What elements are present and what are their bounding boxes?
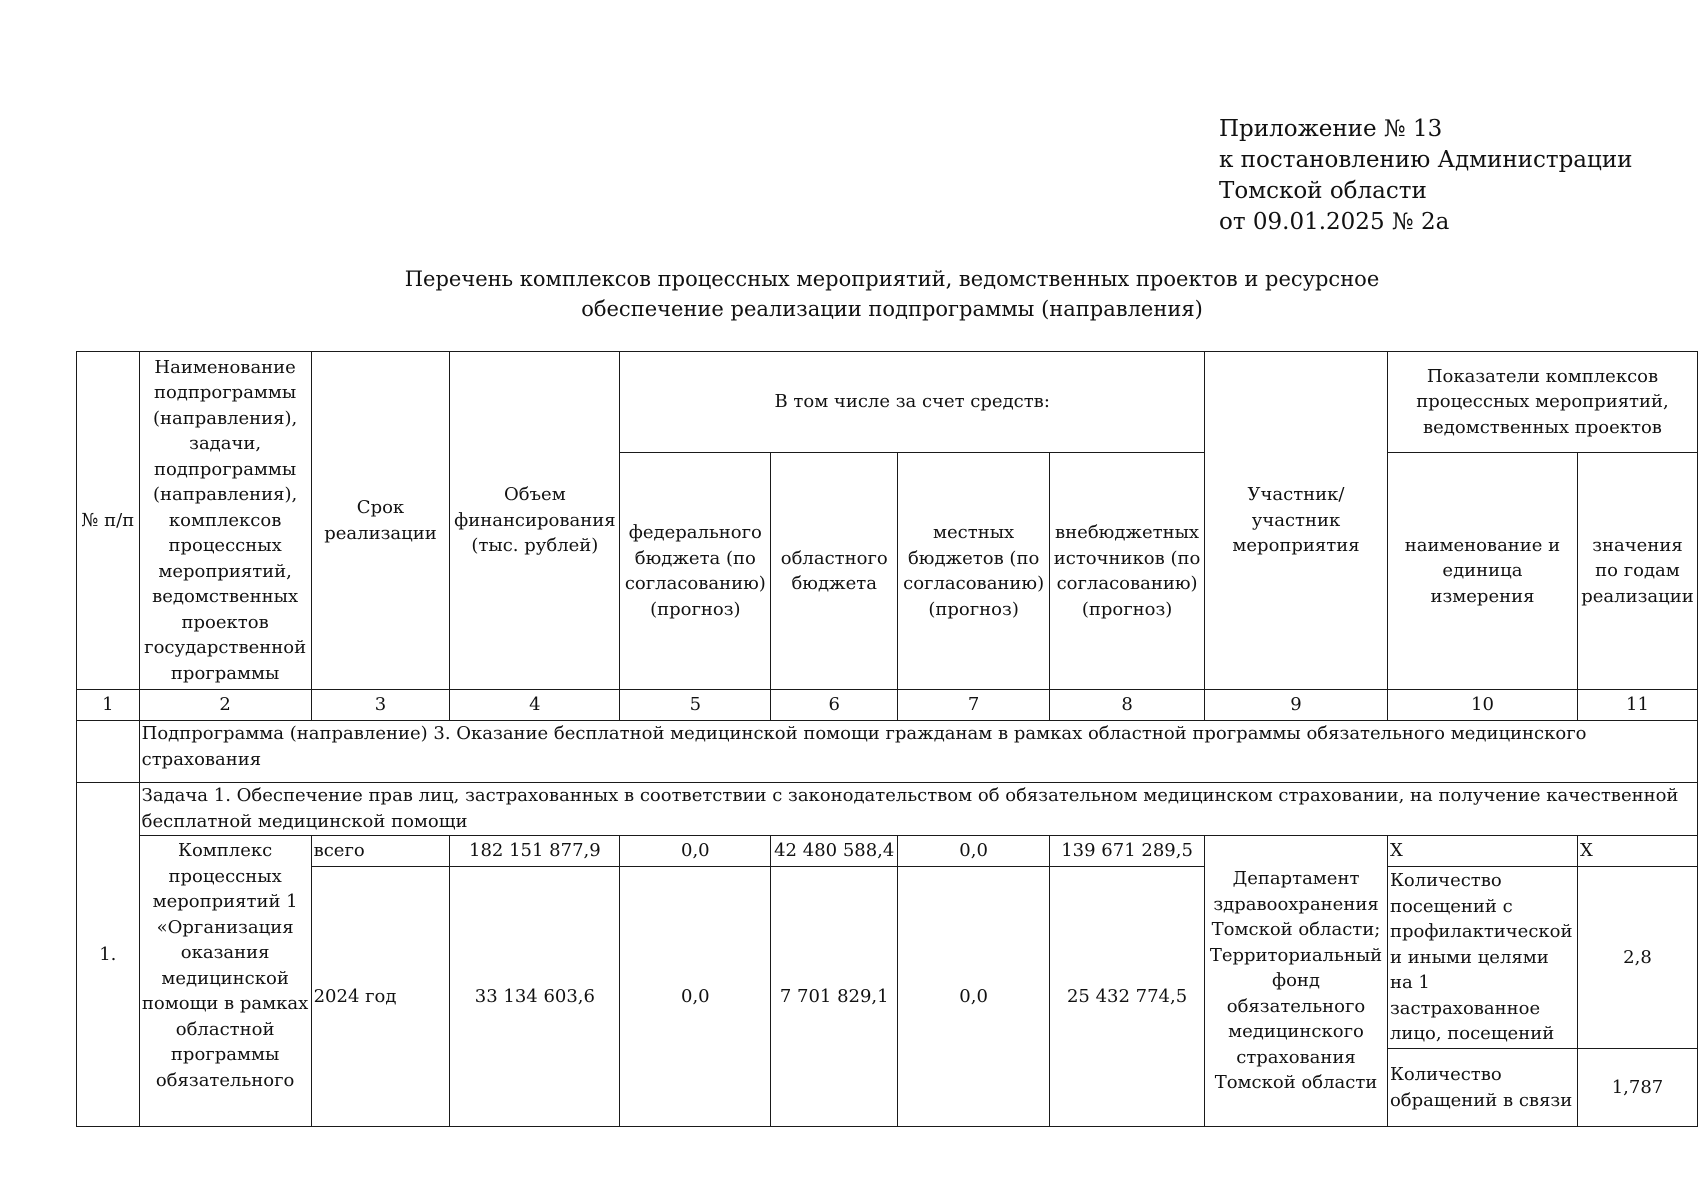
subprogram-num-cell bbox=[77, 721, 140, 783]
task-row bbox=[77, 783, 1698, 836]
subprogram-title: Подпрограмма (направление) 3. Оказание бесплатной медицинской помощи гражданам в рамках областной программы обязательного медицинского страхования bbox=[139, 721, 1697, 783]
indicator-value-total: Х bbox=[1577, 836, 1697, 867]
col-number: 5 bbox=[620, 690, 771, 721]
header-name: Наименование подпрограммы (направления), задачи, подпрограммы (направления), комплексов процессных мероприятий, ведомственных проектов государственной программы bbox=[139, 352, 311, 690]
year-federal: 0,0 bbox=[620, 867, 771, 1127]
col-number: 7 bbox=[898, 690, 1050, 721]
header-local: местных бюджетов (по согласованию) (прогноз) bbox=[898, 453, 1050, 690]
column-numbers-row bbox=[77, 690, 1698, 721]
year-term: 2024 год bbox=[311, 867, 450, 1127]
total-local: 0,0 bbox=[898, 836, 1050, 867]
indicator-name: Количество посещений с профилактической и иными целями на 1 застрахованное лицо, посещений bbox=[1387, 867, 1577, 1049]
year-regional: 7 701 829,1 bbox=[771, 867, 898, 1127]
total-volume: 182 151 877,9 bbox=[450, 836, 620, 867]
col-number: 6 bbox=[771, 690, 898, 721]
row-number: 1. bbox=[77, 783, 140, 1127]
title-line-2: обеспечение реализации подпрограммы (направления) bbox=[581, 297, 1203, 321]
col-number: 11 bbox=[1577, 690, 1697, 721]
complex-name: Комплекс процессных мероприятий 1 «Организация оказания медицинской помощи в рамках областной программы обязательного bbox=[139, 836, 311, 1127]
title-line-1: Перечень комплексов процессных мероприятий, ведомственных проектов и ресурсное bbox=[404, 267, 1380, 291]
total-term: всего bbox=[311, 836, 450, 867]
col-number: 8 bbox=[1050, 690, 1205, 721]
col-number: 9 bbox=[1205, 690, 1388, 721]
header-ind-name: наименование и единица измерения bbox=[1387, 453, 1577, 690]
appendix-block bbox=[1219, 114, 1632, 238]
funding-table bbox=[76, 351, 1698, 1127]
header-indicators: Показатели комплексов процессных мероприятий, ведомственных проектов bbox=[1387, 352, 1697, 453]
header-including: В том числе за счет средств: bbox=[620, 352, 1205, 453]
indicator-value: 2,8 bbox=[1577, 867, 1697, 1049]
year-volume: 33 134 603,6 bbox=[450, 867, 620, 1127]
year-local: 0,0 bbox=[898, 867, 1050, 1127]
indicator-name-total: Х bbox=[1387, 836, 1577, 867]
year-2024-row bbox=[77, 867, 1698, 1049]
header-extra: внебюджетных источников (по согласованию) (прогноз) bbox=[1050, 453, 1205, 690]
task-title: Задача 1. Обеспечение прав лиц, застрахованных в соответствии с законодательством об обязательном медицинском страховании, на получение качественной бесплатной медицинской помощи bbox=[139, 783, 1697, 836]
header-ind-values: значения по годам реализации bbox=[1577, 453, 1697, 690]
header-row-1 bbox=[77, 352, 1698, 453]
total-regional: 42 480 588,4 bbox=[771, 836, 898, 867]
header-term: Срок реализации bbox=[311, 352, 450, 690]
header-federal: федерального бюджета (по согласованию) (прогноз) bbox=[620, 453, 771, 690]
header-participant: Участник/ участник мероприятия bbox=[1205, 352, 1388, 690]
col-number: 10 bbox=[1387, 690, 1577, 721]
total-extra: 139 671 289,5 bbox=[1050, 836, 1205, 867]
appendix-line-4: от 09.01.2025 № 2а bbox=[1219, 209, 1450, 235]
total-row bbox=[77, 836, 1698, 867]
col-number: 2 bbox=[139, 690, 311, 721]
indicator-value: 1,787 bbox=[1577, 1049, 1697, 1127]
year-extra: 25 432 774,5 bbox=[1050, 867, 1205, 1127]
appendix-line-2: к постановлению Администрации bbox=[1219, 147, 1633, 173]
appendix-line-1: Приложение № 13 bbox=[1219, 116, 1443, 142]
subprogram-row bbox=[77, 721, 1698, 783]
participant: Департамент здравоохранения Томской области; Территориальный фонд обязательного медицинского страхования Томской области bbox=[1205, 836, 1388, 1127]
total-federal: 0,0 bbox=[620, 836, 771, 867]
header-num: № п/п bbox=[77, 352, 140, 690]
header-regional: областного бюджета bbox=[771, 453, 898, 690]
col-number: 3 bbox=[311, 690, 450, 721]
document-title bbox=[76, 264, 1698, 324]
header-volume: Объем финансирования (тыс. рублей) bbox=[450, 352, 620, 690]
col-number: 1 bbox=[77, 690, 140, 721]
appendix-line-3: Томской области bbox=[1219, 178, 1427, 204]
col-number: 4 bbox=[450, 690, 620, 721]
indicator-name: Количество обращений в связи bbox=[1387, 1049, 1577, 1127]
